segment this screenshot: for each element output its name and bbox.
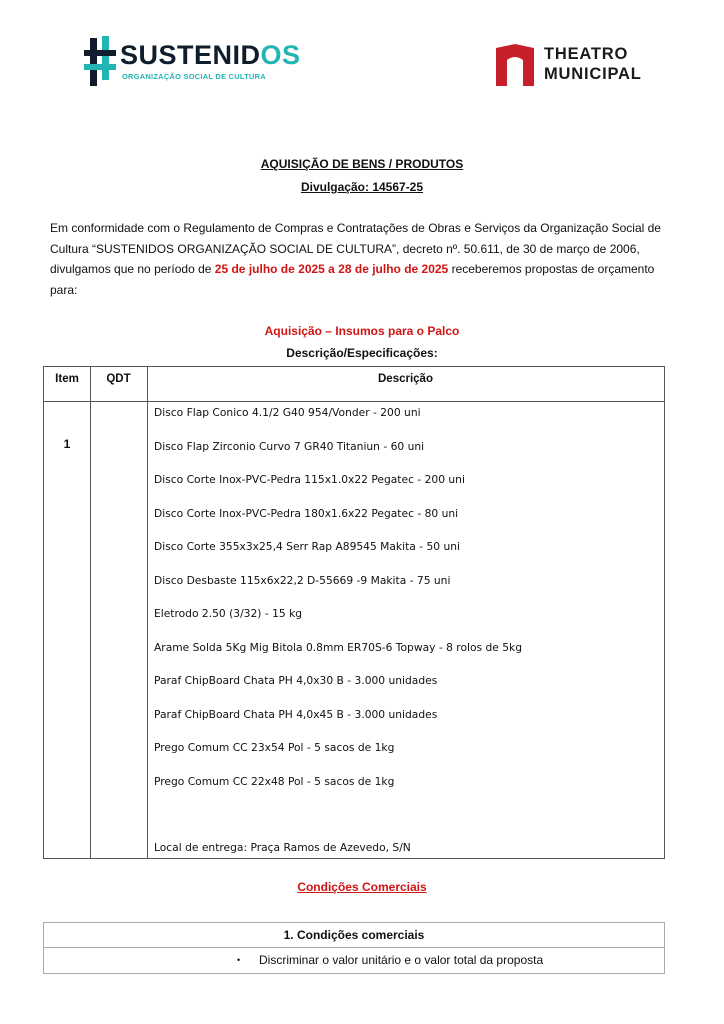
- description-line: Prego Comum CC 22x48 Pol - 5 sacos de 1kg: [154, 775, 395, 788]
- sustenidos-logo: [84, 36, 301, 88]
- header-divider: [44, 401, 664, 402]
- items-table: [43, 366, 665, 859]
- sustenidos-wordmark: SUSTENIDOS: [120, 40, 301, 70]
- sustenidos-tagline: ORGANIZAÇÃO SOCIAL DE CULTURA: [122, 72, 266, 81]
- description-line: Disco Corte Inox-PVC-Pedra 180x1.6x22 Pegatec - 80 uni: [154, 507, 459, 520]
- period-highlight: 25 de julho de 2025 a 28 de julho de 2025: [214, 262, 449, 276]
- theatro-municipal-logo: [496, 44, 666, 88]
- conditions-divider: [44, 947, 664, 948]
- description-line: Disco Flap Conico 4.1/2 G40 954/Vonder - 200 uni: [154, 406, 421, 419]
- description-line: Prego Comum CC 23x54 Pol - 5 sacos de 1kg: [154, 741, 395, 754]
- theatro-arch-icon: [496, 44, 534, 86]
- column-divider: [147, 367, 148, 858]
- intro-paragraph: [50, 218, 680, 300]
- document-title: AQUISIÇÃO DE BENS / PRODUTOS: [260, 157, 464, 171]
- conditions-box-title: 1. Condições comerciais: [283, 928, 425, 942]
- description-line: Eletrodo 2.50 (3/32) - 15 kg: [154, 607, 303, 620]
- condition-item: Discriminar o valor unitário e o valor total da proposta: [259, 953, 544, 967]
- conditions-table: [43, 922, 665, 974]
- description-line: Paraf ChipBoard Chata PH 4,0x45 B - 3.000 unidades: [154, 708, 438, 721]
- conditions-title: Condições Comerciais: [297, 880, 427, 894]
- intro-line-1: Em conformidade com o Regulamento de Compras e Contratações de Obras e Serviços da Organização Social de: [50, 221, 661, 235]
- sustenidos-hash-icon: [84, 36, 118, 88]
- column-divider: [90, 367, 91, 858]
- item-number: 1: [63, 437, 71, 451]
- description-line: Arame Solda 5Kg Mig Bitola 0.8mm ER70S-6 Topway - 8 rolos de 5kg: [154, 641, 522, 654]
- description-line: Disco Corte 355x3x25,4 Serr Rap A89545 Makita - 50 uni: [154, 540, 460, 553]
- description-line: Paraf ChipBoard Chata PH 4,0x30 B - 3.000 unidades: [154, 674, 438, 687]
- bullet-icon: •: [237, 955, 241, 965]
- description-line: Disco Corte Inox-PVC-Pedra 115x1.0x22 Pegatec - 200 uni: [154, 473, 465, 486]
- description-line: Disco Flap Zirconio Curvo 7 GR40 Titaniun - 60 uni: [154, 440, 425, 453]
- intro-line-3: divulgamos que no período de 25 de julho de 2025 a 28 de julho de 2025 receberemos propostas de orçamento: [50, 262, 655, 276]
- description-line: Disco Desbaste 115x6x22,2 D-55669 -9 Makita - 75 uni: [154, 574, 451, 587]
- divulgacao-number: Divulgação: 14567-25: [300, 180, 424, 194]
- theatro-line2: MUNICIPAL: [544, 65, 642, 83]
- section-subtitle: Descrição/Especificações:: [286, 346, 438, 360]
- delivery-location: Local de entrega: Praça Ramos de Azevedo, S/N: [154, 841, 411, 854]
- header-item: Item: [55, 373, 79, 385]
- theatro-line1: THEATRO: [544, 45, 629, 63]
- intro-line-2: Cultura “SUSTENIDOS ORGANIZAÇÃO SOCIAL DE CULTURA”, decreto nº. 50.611, de 30 de março de 2006,: [50, 241, 640, 256]
- intro-line-4: para:: [50, 282, 78, 297]
- header-qdt: QDT: [106, 373, 131, 385]
- section-title: Aquisição – Insumos para o Palco: [264, 324, 460, 338]
- header-descricao: Descrição: [378, 373, 433, 385]
